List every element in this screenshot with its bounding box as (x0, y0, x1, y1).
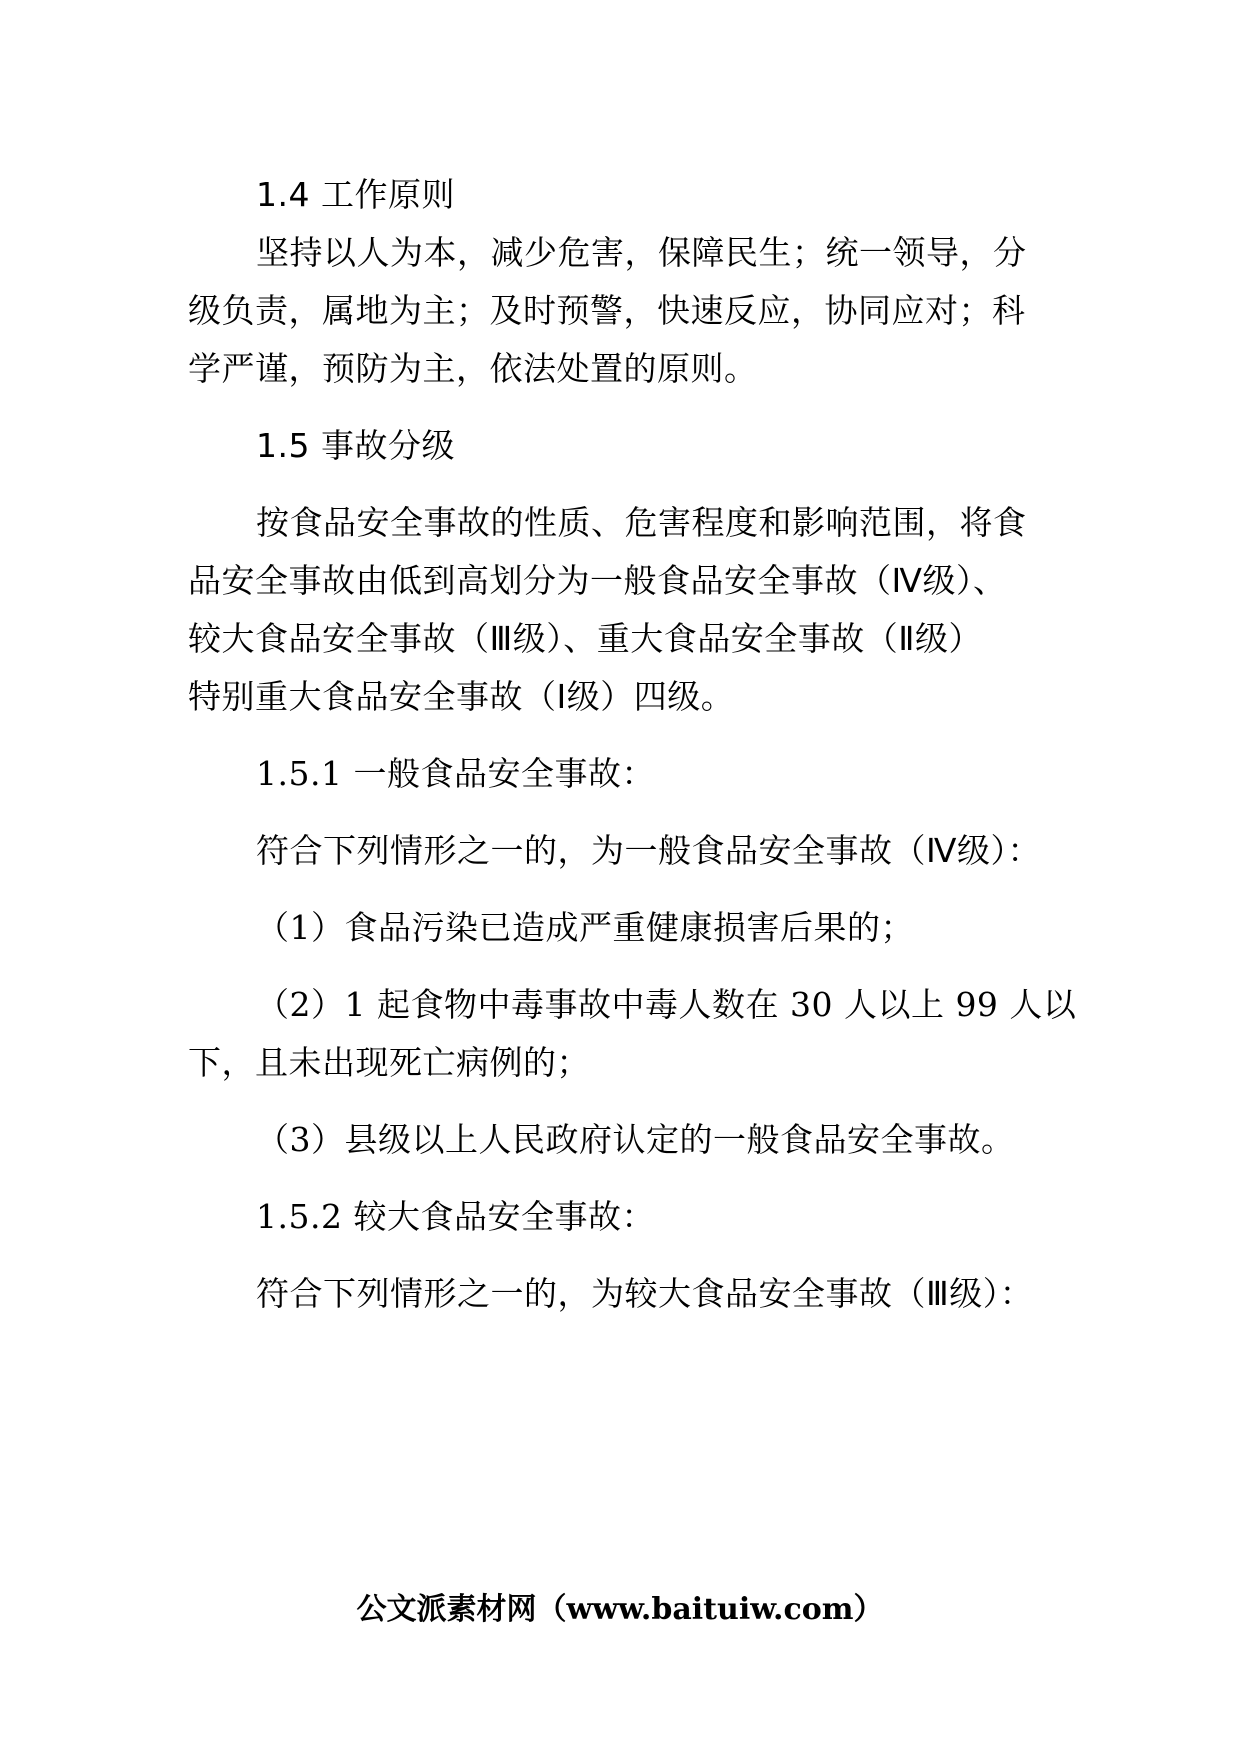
paragraph-line: 较大食品安全事故（Ⅲ级）、重大食品安全事故（Ⅱ级） (188, 619, 982, 658)
paragraph-line: 按食品安全事故的性质、危害程度和影响范围，将食 (256, 503, 1027, 542)
heading-1-4: 1.4 工作原则 (256, 175, 455, 214)
heading-1-5-1: 1.5.1 一般食品安全事故： (256, 754, 655, 793)
list-item-1: （1）食品污染已造成严重健康损害后果的； (256, 908, 914, 947)
paragraph-line: 特别重大食品安全事故（Ⅰ级）四级。 (188, 677, 735, 716)
paragraph-line: 学严谨，预防为主，依法处置的原则。 (188, 349, 758, 388)
paragraph-line: 品安全事故由低到高划分为一般食品安全事故（Ⅳ级）、 (188, 561, 1007, 600)
heading-1-5: 1.5 事故分级 (256, 426, 455, 465)
paragraph-line: 符合下列情形之一的，为一般食品安全事故（Ⅳ级）： (256, 831, 1041, 870)
list-item-2-continued: 下，且未出现死亡病例的； (188, 1043, 590, 1082)
paragraph-line: 符合下列情形之一的，为较大食品安全事故（Ⅲ级）： (256, 1274, 1034, 1313)
list-item-2: （2）1 起食物中毒事故中毒人数在 30 人以上 99 人以 (256, 985, 1077, 1024)
paragraph-line: 级负责，属地为主；及时预警，快速反应，协同应对；科 (188, 291, 1026, 330)
heading-1-5-2: 1.5.2 较大食品安全事故： (256, 1197, 655, 1236)
footer-watermark: 公文派素材网（www.baituiw.com） (356, 1592, 884, 1627)
list-item-3: （3）县级以上人民政府认定的一般食品安全事故。 (256, 1120, 1015, 1159)
paragraph-line: 坚持以人为本，减少危害，保障民生；统一领导，分 (256, 233, 1027, 272)
